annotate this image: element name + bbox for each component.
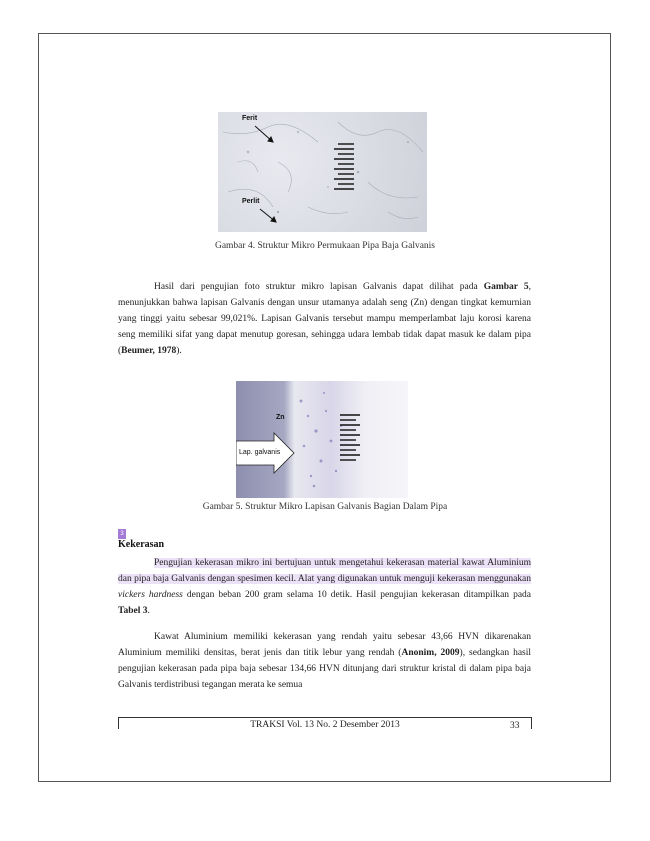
zn-label: Zn: [276, 414, 285, 421]
para1-citation: Beumer, 1978: [121, 346, 177, 356]
lap-galvanis-label: Lap. galvanis: [239, 449, 281, 456]
footer-journal: TRAKSI Vol. 13 No. 2 Desember 2013: [250, 720, 400, 730]
ferit-label: Ferit: [242, 115, 258, 122]
figure-5-image: [236, 381, 408, 498]
figure-4-caption: Gambar 4. Struktur Mikro Permukaan Pipa Baja Galvanis: [214, 241, 436, 251]
para1-text-1: Hasil dari pengujian foto struktur mikro lapisan Galvanis dapat dilihat pada: [154, 282, 484, 292]
para2-text-3: .: [147, 606, 150, 616]
figure-4-image: [218, 112, 427, 232]
section-heading: Kekerasan: [118, 539, 165, 550]
galvanis-layer-graphic: [236, 381, 408, 498]
page-number: 33: [510, 721, 520, 731]
figure-5-caption: Gambar 5. Struktur Mikro Lapisan Galvanis Bagian Dalam Pipa: [202, 502, 448, 512]
para1-ref-figure5: Gambar 5: [483, 282, 529, 292]
para2-ref-table3: Tabel 3: [118, 606, 148, 616]
para1-text-2: , menunjukkan bahwa lapisan Galvanis dengan unsur utamanya adalah seng (Zn) dengan tingkat kemurnian yang tinggi yaitu sebesar 99,021%. Lapisan Galvanis tersebut mampu memperlambat laju korosi karena seng memiliki sifat yang dapat menutup goresan, sehingga udara lembab tidak dapat masuk ke dalam pipa (: [118, 282, 531, 356]
para2-text-2: dengan beban 200 gram selama 10 detik. Hasil pengujian kekerasan ditampilkan pada: [182, 590, 531, 600]
comment-marker[interactable]: 3: [118, 529, 126, 539]
pointer-arrows: [255, 126, 276, 222]
para3-text-2: ), sedangkan hasil pengujian kekerasan pada pipa baja sebesar 134,66 HVN ditunjang dari struktur kristal di dalam pipa baja Galvanis terdistribusi tegangan merata ke semua: [118, 648, 532, 690]
para2-text-1: Pengujian kekerasan mikro ini bertujuan untuk mengetahui kekerasan material kawat Aluminium dan pipa baja Galvanis dengan spesimen kecil. Alat yang digunakan untuk menguji kekerasan menggunakan: [118, 558, 531, 584]
para2-vickers: vickers hardness: [118, 590, 183, 600]
scale-bar-ladder: [334, 144, 354, 189]
paragraph-aluminium: [118, 629, 531, 693]
para1-text-3: ).: [176, 346, 182, 356]
para3-citation: Anonim, 2009: [401, 648, 460, 658]
paragraph-hardness-test: [118, 555, 531, 619]
para3-text-1: Kawat Aluminium memiliki kekerasan yang rendah yaitu sebesar 43,66 HVN dikarenakan Aluminium memiliki densitas, berat jenis dan titik lebur yang rendah (: [118, 632, 531, 658]
microstructure-surface-graphic: [218, 112, 427, 232]
footer-divider: [118, 717, 532, 718]
perlit-label: Perlit: [242, 198, 260, 205]
paragraph-microstructure: [118, 279, 531, 359]
